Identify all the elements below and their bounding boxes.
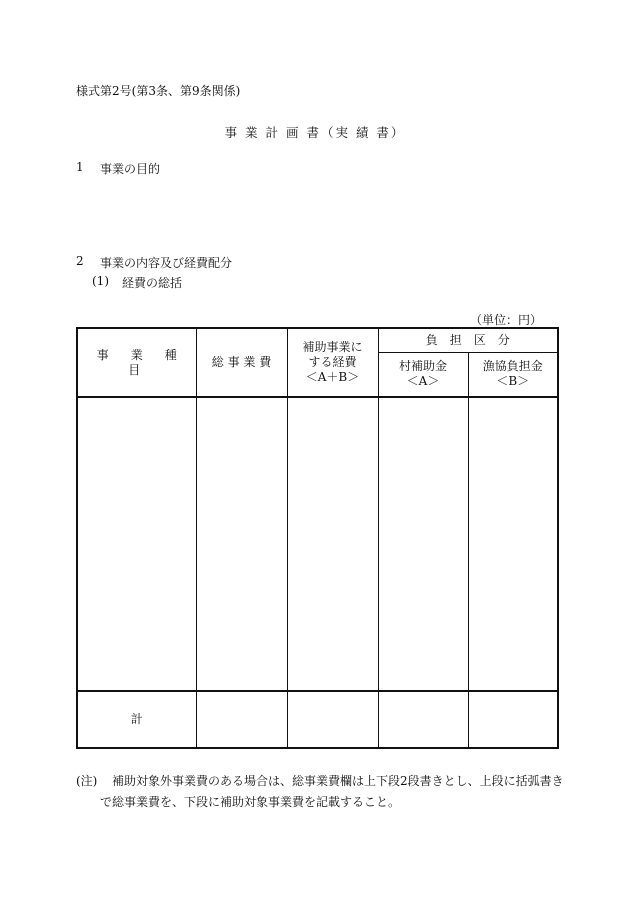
village-subsidy-total[interactable] <box>378 691 468 748</box>
section1-title: 事業の目的 <box>100 162 161 176</box>
expense-summary-table <box>76 327 559 749</box>
header-village-subsidy: 村補助金 ＜A＞ <box>378 352 468 397</box>
section2-title: 事業の内容及び経費配分 <box>100 256 233 270</box>
form-number: 様式第2号(第3条、第9条関係) <box>76 84 241 98</box>
section2-number: 2 <box>76 254 84 268</box>
total-row <box>77 691 558 748</box>
header-subsidy-cost: 補助事業に する経費 ＜A＋B＞ <box>287 328 378 397</box>
section1-number: 1 <box>76 160 84 174</box>
cell-fishery-burden[interactable] <box>468 397 558 691</box>
total-label: 計 <box>77 691 196 748</box>
subsection1-title: 経費の総括 <box>122 276 183 290</box>
note-label: (注) <box>76 774 98 788</box>
cell-village-subsidy[interactable] <box>378 397 468 691</box>
header-total-cost: 総 事 業 費 <box>196 328 287 397</box>
cell-subsidy-cost[interactable] <box>287 397 378 691</box>
cell-project-type[interactable] <box>77 397 196 691</box>
subsidy-cost-total[interactable] <box>287 691 378 748</box>
total-cost-total[interactable] <box>196 691 287 748</box>
note-line2: で総事業費を、下段に補助対象事業費を記載すること。 <box>100 795 401 809</box>
subsection1-number: (1) <box>92 274 109 288</box>
cell-total-cost[interactable] <box>196 397 287 691</box>
unit-label: （単位：円） <box>469 313 542 327</box>
table-row <box>77 397 558 691</box>
document-title: 事 業 計 画 書（実 績 書） <box>224 125 406 140</box>
note-line1: 補助対象外事業費のある場合は、総事業費欄は上下段2段書きとし、上段に括弧書き <box>112 774 564 788</box>
fishery-burden-total[interactable] <box>468 691 558 748</box>
header-project-type: 事 業 種 目 <box>77 328 196 397</box>
header-burden-group: 負 担 区 分 <box>378 328 558 352</box>
header-fishery-burden: 漁協負担金 ＜B＞ <box>468 352 558 397</box>
